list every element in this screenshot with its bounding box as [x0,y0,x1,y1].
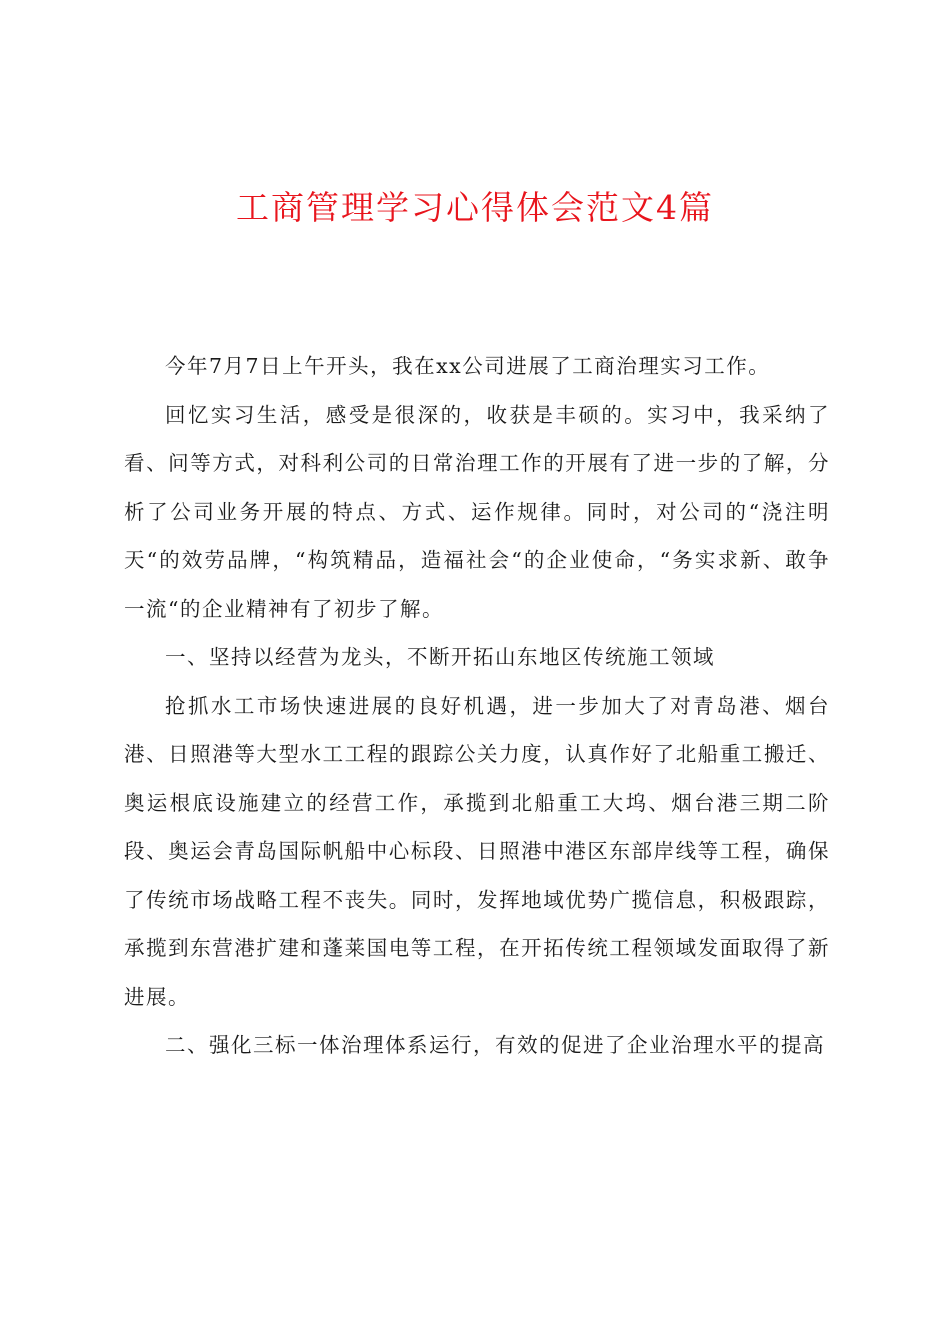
document-body [124,342,830,1070]
paragraph-review: 回忆实习生活，感受是很深的，收获是丰硕的。实习中，我采纳了看、问等方式，对科利公司的日常治理工作的开展有了进一步的了解，分析了公司业务开展的特点、方式、运作规律。同时，对公司的“浇注明天“的效劳品牌，“构筑精品，造福社会“的企业使命，“务实求新、敢争一流“的企业精神有了初步了解。 [124,402,830,621]
section-heading-2: 二、强化三标一体治理体系运行，有效的促进了企业治理水平的提高 [165,1033,825,1057]
paragraph-market: 抢抓水工市场快速进展的良好机遇，进一步加大了对青岛港、烟台港、日照港等大型水工工程的跟踪公关力度，认真作好了北船重工搬迁、奥运根底设施建立的经营工作，承揽到北船重工大坞、烟台港三期二阶段、奥运会青岛国际帆船中心标段、日照港中港区东部岸线等工程，确保了传统市场战略工程不丧失。同时，发挥地域优势广揽信息，积极跟踪，承揽到东营港扩建和蓬莱国电等工程，在开拓传统工程领域发面取得了新进展。 [124,693,830,1009]
section-heading-1: 一、坚持以经营为龙头，不断开拓山东地区传统施工领域 [165,645,715,669]
document-title: 工商管理学习心得体会范文4篇 [236,188,714,227]
paragraph-intro: 今年7月7日上午开头，我在xx公司进展了工商治理实习工作。 [165,354,771,378]
